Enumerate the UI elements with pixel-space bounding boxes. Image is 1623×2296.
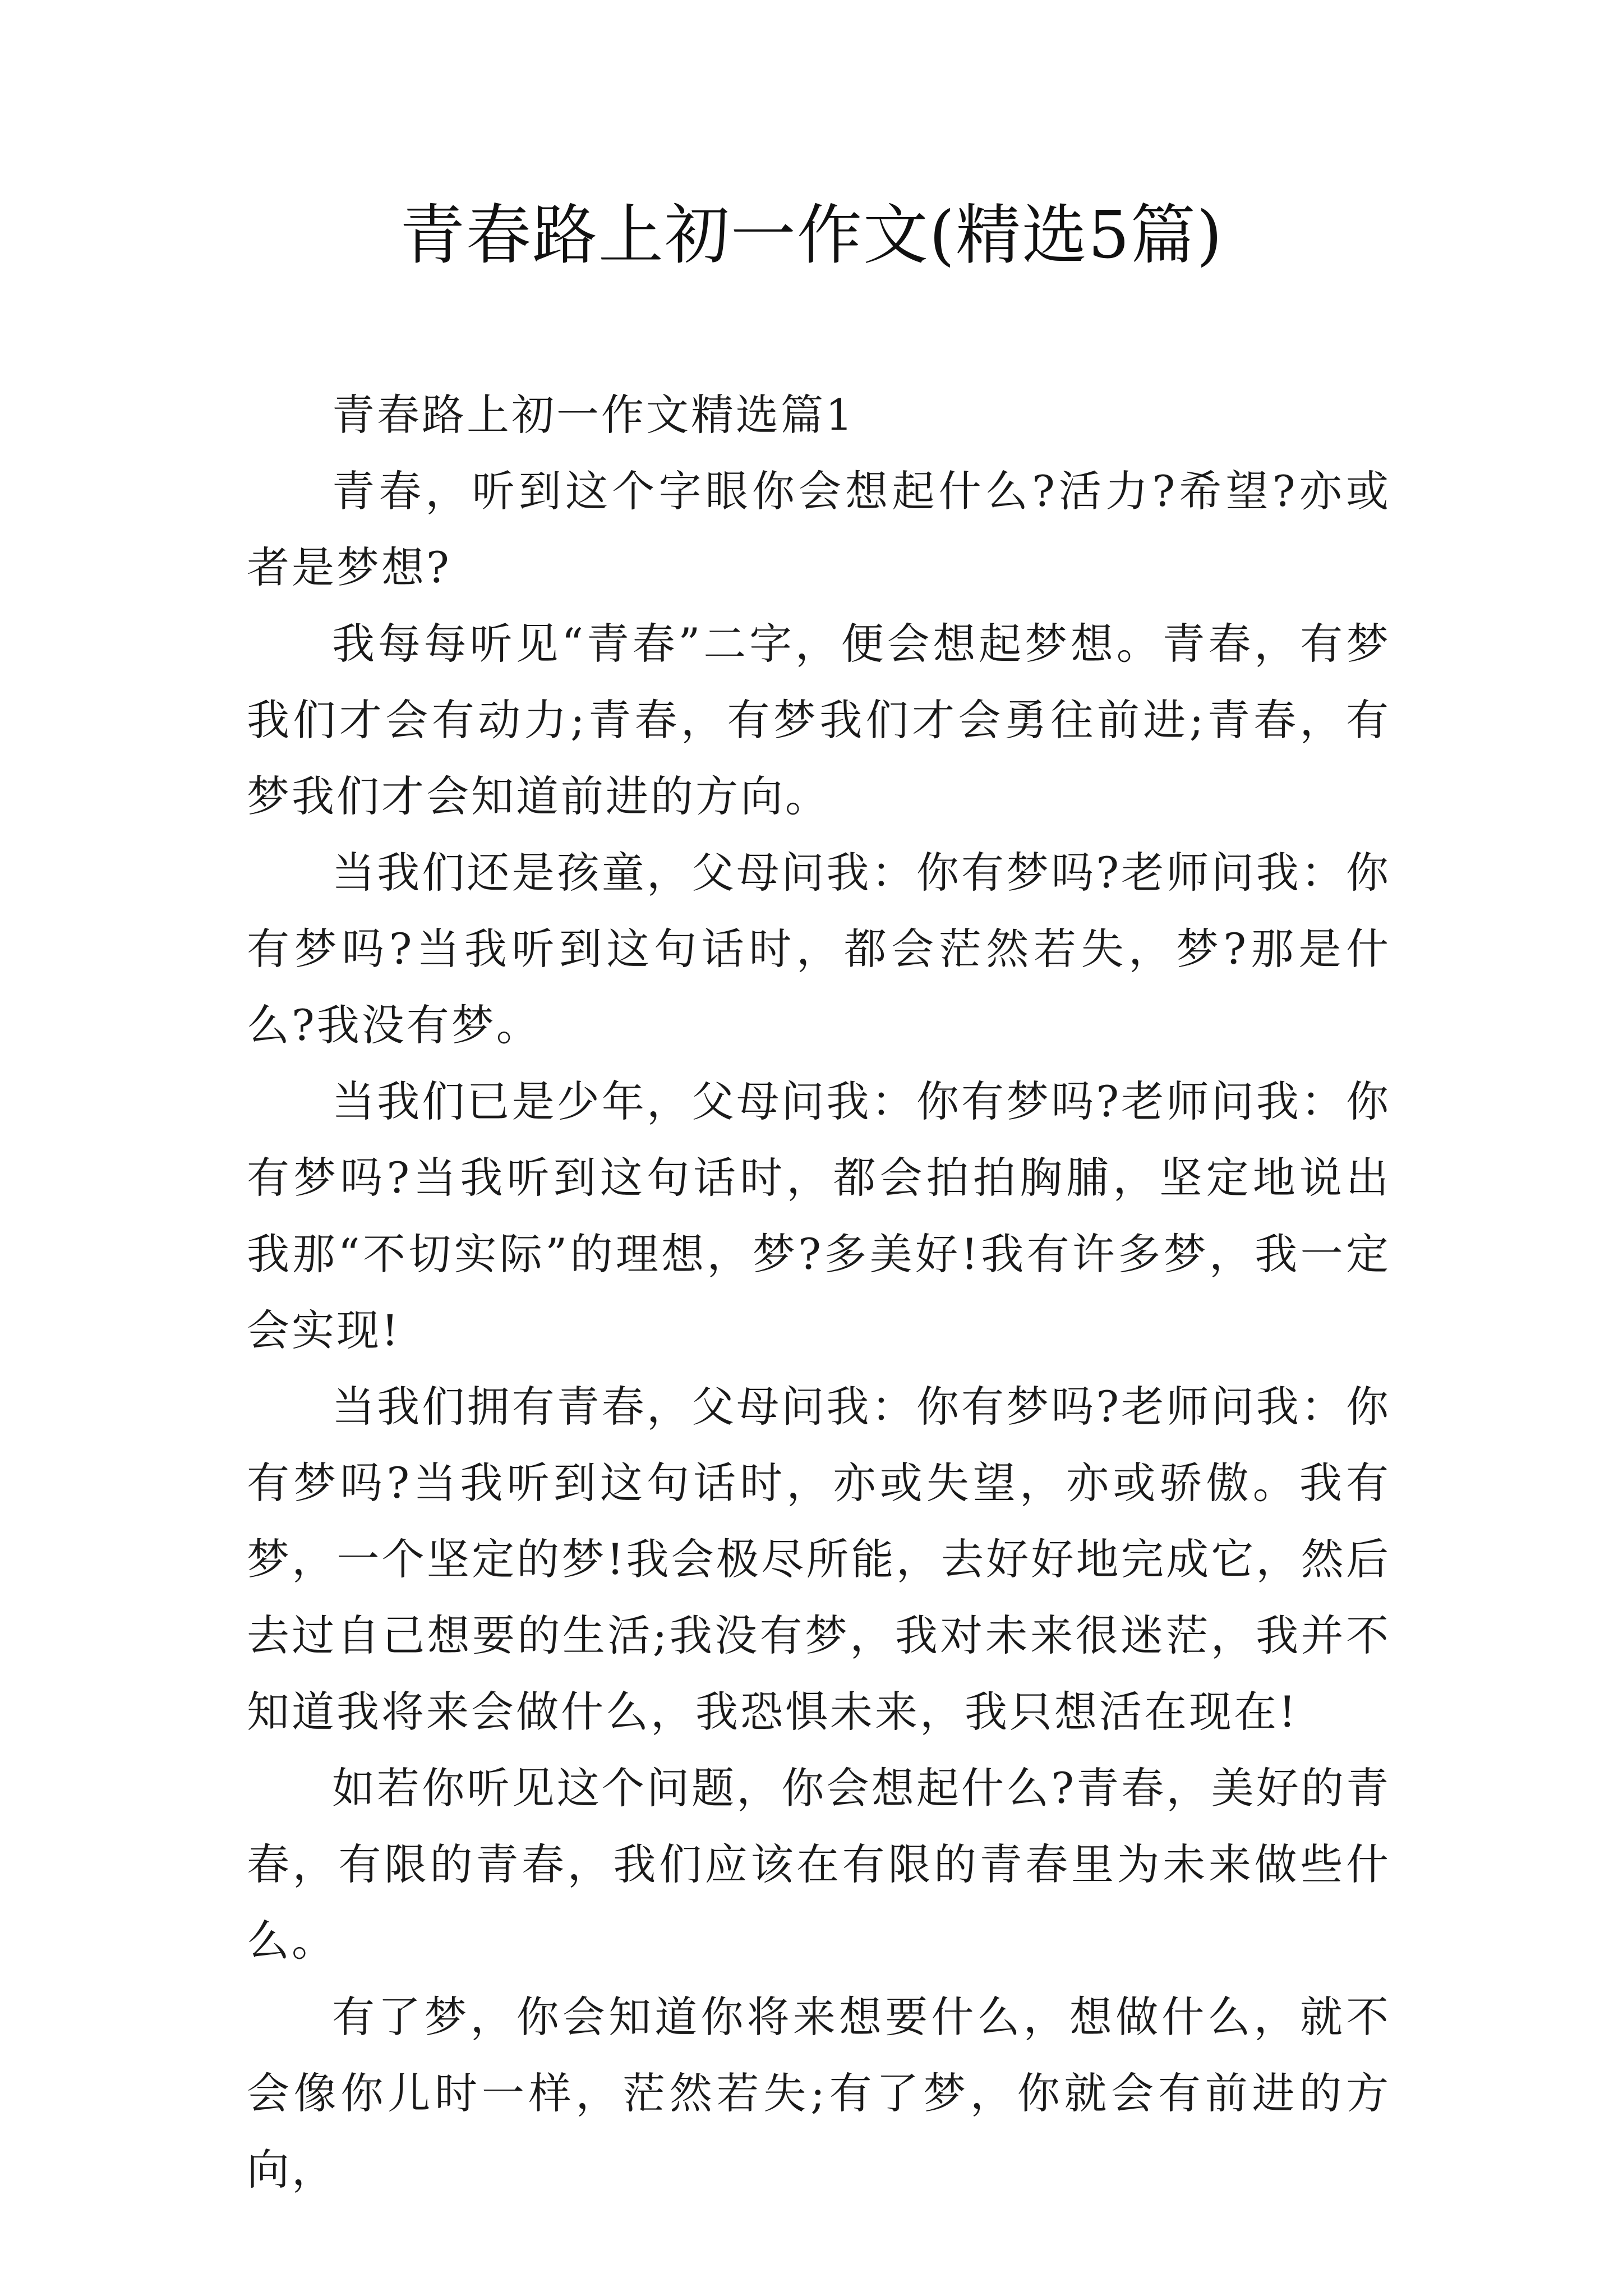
paragraph: 我每每听见“青春”二字，便会想起梦想。青春，有梦我们才会有动力;青春，有梦我们才会勇往前进;青春，有梦我们才会知道前进的方向。 (247, 619, 1391, 821)
paragraph: 青春，听到这个字眼你会想起什么?活力?希望?亦或者是梦想? (247, 466, 1391, 592)
paragraph: 当我们拥有青春，父母问我：你有梦吗?老师问我：你有梦吗?当我听到这句话时，亦或失望，亦或骄傲。我有梦，一个坚定的梦!我会极尽所能，去好好地完成它，然后去过自己想要的生活;我没有梦，我对未来很迷茫，我并不知道我将来会做什么，我恐惧未来，我只想活在现在! (247, 1382, 1391, 1737)
paragraph: 有了梦，你会知道你将来想要什么，想做什么，就不会像你儿时一样，茫然若失;有了梦，你就会有前进的方向， (247, 1992, 1391, 2194)
document-body (247, 377, 1391, 2208)
paragraph: 当我们已是少年，父母问我：你有梦吗?老师问我：你有梦吗?当我听到这句话时，都会拍拍胸脯，坚定地说出我那“不切实际”的理想，梦?多美好!我有许多梦，我一定会实现! (247, 1076, 1391, 1355)
paragraph: 当我们还是孩童，父母问我：你有梦吗?老师问我：你有梦吗?当我听到这句话时，都会茫然若失，梦?那是什么?我没有梦。 (247, 848, 1391, 1050)
document-title: 青春路上初一作文(精选5篇) (399, 197, 1224, 273)
paragraph: 如若你听见这个问题，你会想起什么?青春，美好的青春，有限的青春，我们应该在有限的青春里为未来做些什么。 (247, 1763, 1391, 1966)
section-heading: 青春路上初一作文精选篇1 (332, 390, 855, 440)
